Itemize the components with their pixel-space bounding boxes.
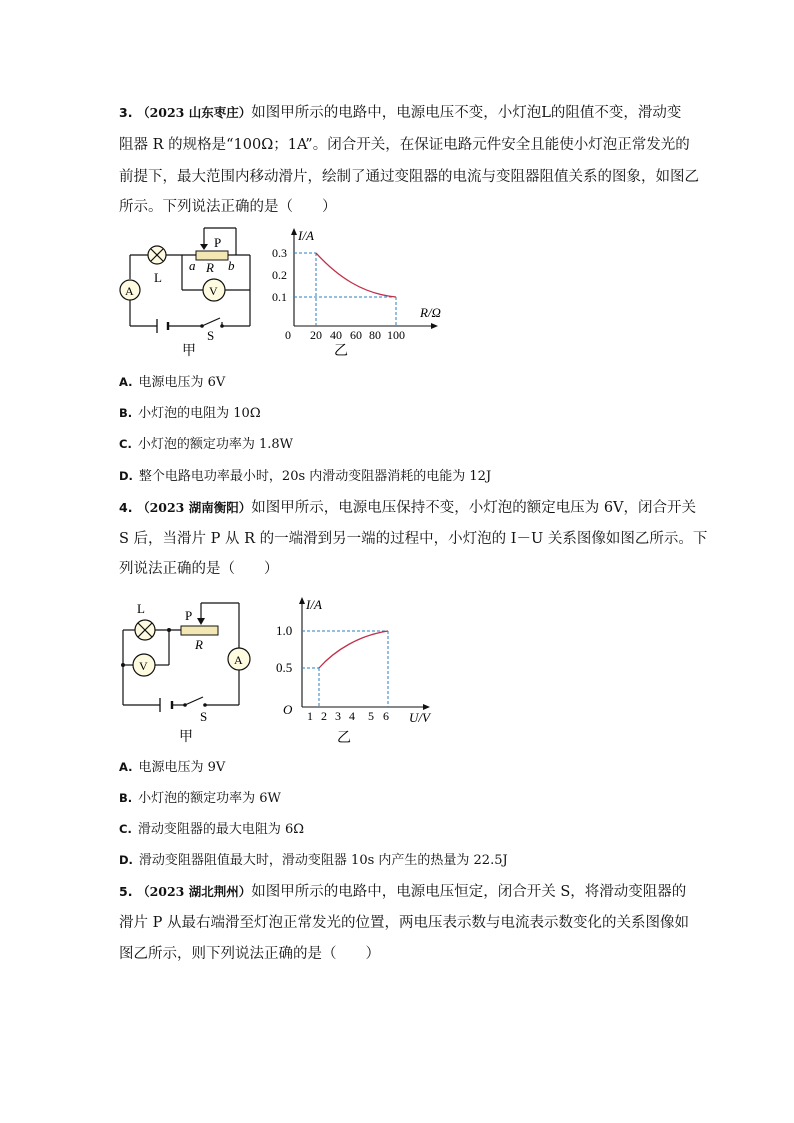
option-letter: A.	[119, 760, 133, 774]
option-text: 小灯泡的额定功率为 6W	[138, 791, 281, 806]
x-tick-label: 5	[368, 709, 374, 723]
y-tick-label: 0.2	[272, 268, 287, 282]
origin-label: O	[283, 702, 293, 717]
figure-caption: 乙	[334, 344, 348, 359]
option-letter: D.	[119, 469, 133, 483]
question-source: （2023 山东枣庄）	[137, 105, 252, 120]
switch-label: S	[207, 328, 215, 343]
q3-graph	[268, 222, 453, 362]
y-tick-label: 0.1	[272, 290, 287, 304]
lamp-label: L	[137, 601, 145, 616]
x-tick-label: 40	[330, 328, 342, 342]
option-letter: A.	[119, 375, 133, 389]
option-letter: C.	[119, 437, 132, 451]
figure-caption: 甲	[179, 730, 193, 745]
ammeter-label: A	[234, 653, 243, 667]
q4-graph	[275, 590, 445, 750]
option-letter: B.	[119, 791, 133, 805]
question-source: （2023 湖北荆州）	[137, 884, 252, 899]
figure-caption: 乙	[337, 731, 351, 746]
option-text: 小灯泡的额定功率为 1.8W	[137, 437, 293, 452]
y-tick-label: 1.0	[276, 623, 293, 638]
option-letter: D.	[119, 853, 133, 867]
y-axis-label: I/A	[306, 597, 322, 612]
x-tick-label: 2	[321, 709, 327, 723]
voltmeter-label: V	[139, 659, 148, 673]
q3-line-1	[119, 103, 681, 123]
q3-option-b[interactable]	[119, 404, 261, 423]
option-text: 电源电压为 9V	[138, 760, 226, 775]
y-tick-label: 0.3	[272, 246, 287, 260]
q4-option-d[interactable]	[119, 851, 508, 870]
slider-label: P	[214, 235, 222, 250]
origin-label: 0	[285, 328, 291, 342]
figure-caption: 甲	[182, 344, 196, 359]
option-letter: B.	[119, 406, 133, 420]
option-text: 滑动变阻器的最大电阻为 6Ω	[137, 822, 304, 837]
x-tick-label: 1	[307, 709, 313, 723]
q3-option-d[interactable]	[119, 467, 491, 486]
option-text: 小灯泡的电阻为 10Ω	[138, 406, 261, 421]
question-source: （2023 湖南衡阳）	[137, 500, 252, 515]
end-b-label: b	[228, 258, 235, 273]
x-tick-label: 6	[383, 709, 389, 723]
q4-option-b[interactable]	[119, 789, 281, 808]
q5-line-1	[119, 882, 686, 902]
question-text: 如图甲所示，电源电压保持不变，小灯泡的额定电压为 6V，闭合开关	[251, 500, 697, 516]
q4-option-c[interactable]	[119, 820, 304, 839]
q3-option-a[interactable]	[119, 373, 225, 392]
question-number: 3.	[119, 105, 133, 120]
q3-option-c[interactable]	[119, 435, 293, 454]
q3-line-4: 所示。下列说法正确的是（ ）	[119, 199, 337, 215]
option-text: 电源电压为 6V	[138, 375, 226, 390]
y-axis-label-text: I/A	[298, 228, 314, 243]
x-tick-label: 80	[369, 328, 381, 342]
question-number: 4.	[119, 500, 133, 515]
lamp-label: L	[154, 270, 162, 285]
option-text: 整个电路电功率最小时，20s 内滑动变阻器消耗的电能为 12J	[138, 469, 492, 484]
q4-option-a[interactable]	[119, 758, 225, 777]
x-tick-label: 3	[335, 709, 341, 723]
q4-line-3: 列说法正确的是（ ）	[119, 561, 279, 577]
option-letter: C.	[119, 822, 132, 836]
x-tick-label: 20	[310, 328, 322, 342]
x-tick-label: 100	[387, 328, 405, 342]
q3-line-3: 前提下，最大范围内移动滑片，绘制了通过变阻器的电流与变阻器阻值关系的图象，如图乙	[119, 169, 699, 185]
question-text: 如图甲所示的电路中，电源电压不变，小灯泡L的阻值不变，滑动变	[251, 105, 682, 121]
switch-label: S	[200, 709, 208, 724]
q3-circuit-diagram	[110, 222, 260, 362]
x-axis-label: U/V	[409, 710, 430, 725]
q3-line-2: 阻器 R 的规格是“100Ω；1A”。闭合开关，在保证电路元件安全且能使小灯泡正常发光的	[119, 137, 690, 153]
option-text: 滑动变阻器阻值最大时，滑动变阻器 10s 内产生的热量为 22.5J	[138, 853, 508, 868]
y-tick-label: 0.5	[276, 660, 293, 675]
q4-line-2: S 后，当滑片 P 从 R 的一端滑到另一端的过程中，小灯泡的 I－U 关系图像如图乙所示。下	[119, 531, 708, 547]
resistor-label: R	[195, 637, 203, 652]
x-tick-label: 60	[350, 328, 362, 342]
q5-line-2: 滑片 P 从最右端滑至灯泡正常发光的位置，两电压表示数与电流表示数变化的关系图像如	[119, 915, 689, 931]
voltmeter-label: V	[209, 284, 218, 298]
question-number: 5.	[119, 884, 133, 899]
ammeter-label: A	[125, 284, 134, 298]
question-text: 如图甲所示的电路中，电源电压恒定，闭合开关 S，将滑动变阻器的	[251, 884, 687, 900]
resistor-label: R	[206, 260, 214, 275]
q4-circuit-diagram	[113, 595, 263, 745]
slider-label: P	[185, 608, 193, 623]
q4-line-1	[119, 498, 696, 518]
x-tick-label: 4	[349, 709, 355, 723]
y-axis-label	[297, 228, 314, 243]
x-axis-label: R/Ω	[420, 305, 441, 320]
end-a-label: a	[189, 258, 196, 273]
q5-line-3: 图乙所示，则下列说法正确的是（ ）	[119, 946, 380, 962]
